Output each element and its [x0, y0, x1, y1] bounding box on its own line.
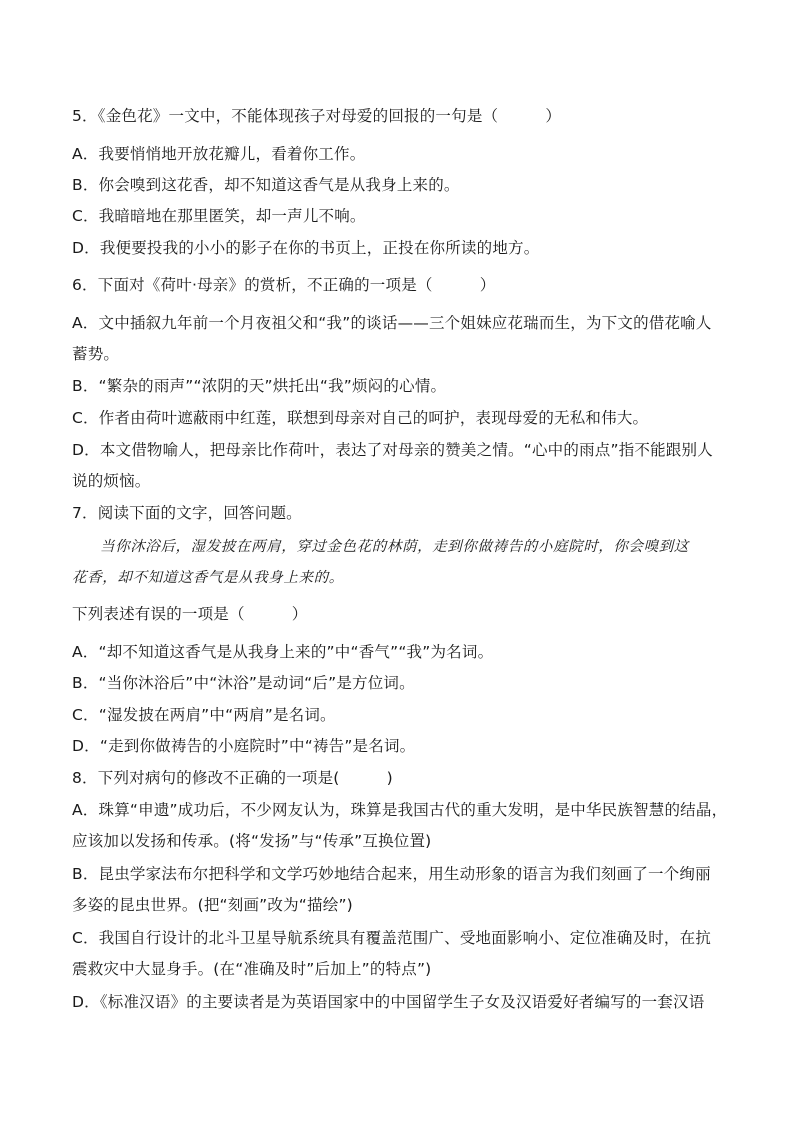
q6-option-a-line2: 蓄势。: [72, 345, 120, 363]
q7-option-d: D．“走到你做祷告的小庭院时”中“祷告”是名词。: [72, 737, 416, 755]
q7-passage-line1: 当你沐浴后，湿发披在两肩，穿过金色花的林荫，走到你做祷告的小庭院时，你会嗅到这: [100, 539, 689, 555]
q5-option-a: A．我要悄悄地开放花瓣儿，看着你工作。: [72, 145, 366, 163]
q7-option-a: A．“却不知道这香气是从我身上来的”中“香气”“我”为名词。: [72, 643, 494, 661]
q5-option-b: B．你会嗅到这花香，却不知道这香气是从我身上来的。: [72, 176, 460, 194]
q7-option-c: C．“湿发披在两肩”中“两肩”是名词。: [72, 706, 336, 724]
q5-option-d: D．我便要投我的小小的影子在你的书页上，正投在你所读的地方。: [72, 239, 540, 257]
q8-option-a-line2: 应该加以发扬和传承。(将“发扬”与“传承”互换位置): [72, 832, 432, 850]
q8-option-c-line2: 震救灾中大显身手。(在“准确及时”后加上”的特点”): [72, 960, 432, 978]
q6-option-b: B．“繁杂的雨声”“浓阴的天”烘托出“我”烦闷的心情。: [72, 377, 447, 395]
q6-option-d-line2: 说的烦恼。: [72, 472, 151, 490]
q7-option-b: B．“当你沐浴后”中“沐浴”是动词“后”是方位词。: [72, 674, 415, 692]
q5-option-c: C．我暗暗地在那里匿笑，却一声儿不响。: [72, 207, 366, 225]
q8-option-c-line1: C．我国自行设计的北斗卫星导航系统具有覆盖范围广、受地面影响小、定位准确及时，在抗: [72, 929, 712, 947]
q8-option-d-line1: D．《标准汉语》的主要读者是为英语国家中的中国留学生子女及汉语爱好者编写的一套汉语: [72, 993, 705, 1011]
q6-option-d-line1: D．本文借物喻人，把母亲比作荷叶，表达了对母亲的赞美之情。“心中的雨点”指不能跟别人: [72, 441, 713, 459]
question-7-stem: 7．阅读下面的文字，回答问题。: [72, 504, 302, 522]
q7-sub-question: 下列表述有误的一项是（ ）: [72, 605, 308, 623]
q8-option-a-line1: A．珠算“申遗”成功后，不少网友认为，珠算是我国古代的重大发明，是中华民族智慧的结晶，: [72, 801, 728, 819]
question-6-stem: 6．下面对《荷叶·母亲》的赏析，不正确的一项是（ ）: [72, 276, 496, 294]
q6-option-a-line1: A．文中插叙九年前一个月夜祖父和“我”的谈话——三个姐妹应花瑞而生，为下文的借花喻人: [72, 314, 712, 332]
q8-option-b-line2: 多姿的昆虫世界。(把“刻画”改为“描绘”): [72, 896, 353, 914]
q6-option-c: C．作者由荷叶遮蔽雨中红莲，联想到母亲对自己的呵护，表现母爱的无私和伟大。: [72, 409, 649, 427]
question-5-stem: 5．《金色花》一文中，不能体现孩子对母爱的回报的一句是（ ）: [72, 107, 562, 125]
question-8-stem: 8．下列对病句的修改不正确的一项是( ): [72, 769, 393, 787]
q7-passage-line2: 花香，却不知道这香气是从我身上来的。: [72, 570, 344, 586]
q8-option-b-line1: B．昆虫学家法布尔把科学和文学巧妙地结合起来，用生动形象的语言为我们刻画了一个绚丽: [72, 865, 711, 883]
